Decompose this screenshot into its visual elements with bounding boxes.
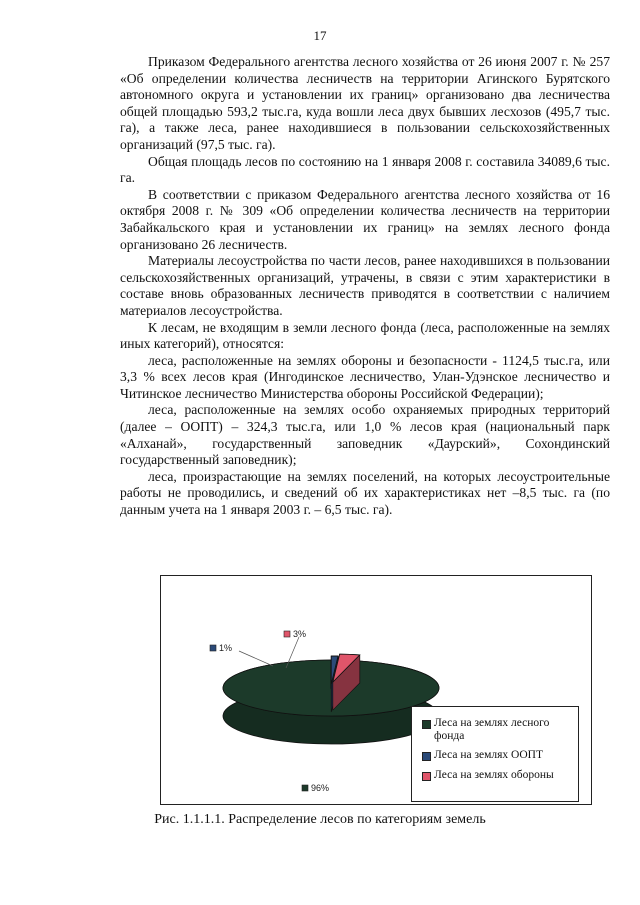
paragraph: Приказом Федерального агентства лесного хозяйства от 26 июня 2007 г. № 257 «Об определении количества лесничеств на территории Агинского Бурятского автономного округа и установлении их границ» организовано два лесничества общей площадью 593,2 тыс.га, куда вошли леса двух бывших лесхозов (495,7 тыс. га), а также леса, ранее находившиеся в пользовании сельскохозяйственных организаций (97,5 тыс. га). bbox=[120, 54, 610, 152]
data-label: 96% bbox=[311, 783, 330, 793]
paragraph: В соответствии с приказом Федерального агентства лесного хозяйства от 16 октября 2008 г. № 309 «Об определении количества лесничеств на территории Забайкальского края и установлении их границ» на землях лесного фонда организовано 26 лесничеств. bbox=[120, 186, 610, 252]
paragraph: К лесам, не входящим в земли лесного фонда (леса, расположенные на землях иных категорий), относятся: bbox=[120, 319, 610, 352]
legend-label: Леса на землях ООПТ bbox=[434, 749, 543, 761]
paragraph: леса, расположенные на землях обороны и безопасности - 1124,5 тыс.га, или 3,3 % всех лесов края (Ингодинское лесничество, Улан-Удэнское лесничество и Читинское лесничество Министерства обороны Российской Федерации); bbox=[120, 352, 610, 401]
legend-label: Леса на землях лесного фонда bbox=[434, 717, 550, 742]
paragraph: Материалы лесоустройства по части лесов, ранее находившихся в пользовании сельскохозяйственных организаций, утрачены, в связи с этим характеристики в составе вновь образованных лесничеств приводятся в соответствии с наличием материалов лесоустройства. bbox=[120, 253, 610, 318]
pie-chart-frame bbox=[160, 575, 592, 805]
paragraph: Общая площадь лесов по состоянию на 1 января 2008 г. составила 34089,6 тыс. га. bbox=[120, 153, 610, 186]
chart-legend bbox=[411, 706, 579, 802]
data-label-swatch bbox=[210, 645, 216, 651]
leader-line bbox=[239, 651, 273, 666]
paragraph: леса, расположенные на землях особо охраняемых природных территорий (далее – ООПТ) – 324,3 тыс.га, или 1,0 % лесов края (национальный парк «Алханай», государственный заповедник «Даурский», Сохондинский государственный заповедник); bbox=[120, 402, 610, 468]
legend-swatch bbox=[422, 752, 431, 761]
figure-caption: Рис. 1.1.1.1. Распределение лесов по категориям земель bbox=[154, 812, 486, 827]
data-label-swatch bbox=[284, 631, 290, 637]
data-label: 3% bbox=[293, 629, 307, 639]
data-label-swatch bbox=[302, 785, 308, 791]
page-number: 17 bbox=[313, 28, 327, 43]
legend-swatch bbox=[422, 720, 431, 729]
body-text bbox=[120, 54, 610, 519]
data-label: 1% bbox=[219, 643, 233, 653]
paragraph: леса, произрастающие на землях поселений, на которых лесоустроительные работы не проводились, и сведений об их характеристиках нет –8,5 тыс. га (по данным учета на 1 января 2003 г. – 6,5 тыс. га). bbox=[120, 468, 610, 518]
legend-swatch bbox=[422, 772, 431, 781]
legend-label: Леса на землях обороны bbox=[434, 769, 554, 781]
